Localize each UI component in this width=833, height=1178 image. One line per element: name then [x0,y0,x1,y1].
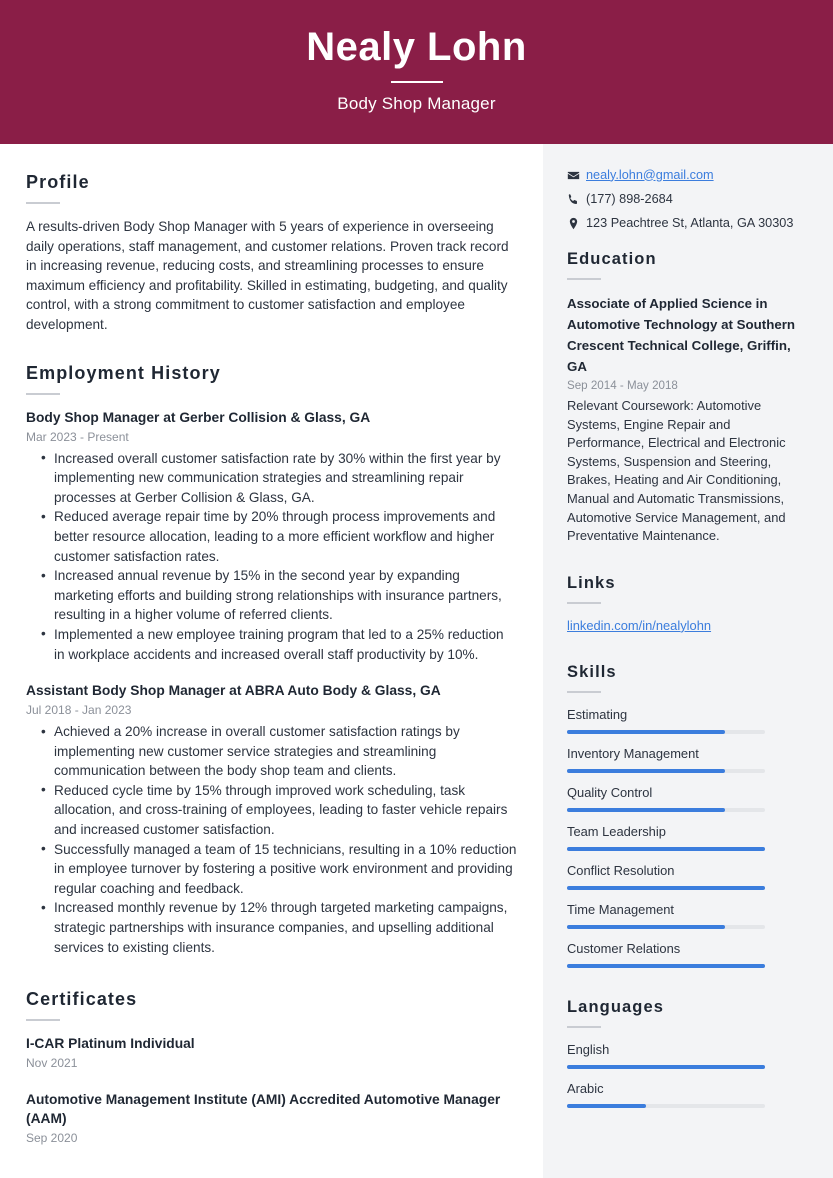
skill-bar-track [567,847,765,851]
spacer [26,1071,517,1090]
language-bar-track [567,1104,765,1108]
skills-heading-rule [567,691,601,693]
envelope-icon [567,169,586,182]
language-label: English [567,1041,610,1057]
skill-bar-track [567,886,765,890]
spacer [26,961,517,989]
certificate-entry [26,1034,517,1071]
skill-label: Conflict Resolution [567,862,675,878]
job-bullet: • Increased annual revenue by 15% in the second year by expanding marketing efforts and building strong relationships with insurance partners, resulting in a higher volume of referred clients. [26,566,517,625]
profile-heading-rule [26,202,60,204]
education-heading-rule [567,278,601,280]
job-date: Jul 2018 - Jan 2023 [26,703,132,718]
spacer [26,668,517,681]
skill-bar-fill [567,769,725,773]
section-languages [567,998,809,1108]
skill-label: Inventory Management [567,745,699,761]
language-item [567,1080,809,1108]
employment-heading: Employment History [26,362,221,383]
skill-item [567,823,809,851]
certificates-heading-rule [26,1019,60,1021]
section-education [567,250,809,546]
contact-details [567,166,809,232]
skill-bar-fill [567,886,765,890]
job-bullet-list [26,449,517,665]
job-title: Assistant Body Shop Manager at ABRA Auto Body & Glass, GA [26,683,441,699]
skill-bar-track [567,808,765,812]
education-degree: Associate of Applied Science in Automotive Technology at Southern Crescent Technical College, Griffin, GA [567,296,796,374]
sidebar-column [543,144,833,1178]
job-entry [26,408,517,665]
skill-bar-track [567,769,765,773]
job-date: Mar 2023 - Present [26,429,129,444]
skill-label: Team Leadership [567,823,666,839]
languages-heading-rule [567,1026,601,1028]
skill-item [567,862,809,890]
skill-bar-track [567,964,765,968]
job-bullet: • Implemented a new employee training program that led to a 25% reduction in workplace accidents and increased overall staff productivity by 10%. [26,625,517,664]
candidate-job-title: Body Shop Manager [337,94,496,113]
skill-bar-fill [567,964,765,968]
contact-email[interactable]: nealy.lohn@gmail.com [586,167,714,182]
employment-heading-rule [26,393,60,395]
certificate-date: Sep 2020 [26,1131,78,1146]
skill-item [567,784,809,812]
education-description: Relevant Coursework: Automotive Systems, Engine Repair and Performance, Electrical and Electronic Systems, Suspension and Steering, Brakes, Heating and Air Conditioning, Manual and Automatic Transmissions, Automotive Service Management, and Preventative Maintenance. [567,398,786,544]
section-skills [567,663,809,968]
spacer [567,979,809,998]
skills-heading: Skills [567,662,617,681]
header-divider [391,81,443,83]
skill-bar-fill [567,808,725,812]
skill-item [567,901,809,929]
main-column [0,144,543,1178]
job-bullet: • Reduced average repair time by 20% through process improvements and better resource allocation, leading to a more efficient workflow and higher customer satisfaction rates. [26,507,517,566]
language-item [567,1041,809,1069]
contact-address: 123 Peachtree St, Atlanta, GA 30303 [586,215,794,230]
skill-label: Quality Control [567,784,653,800]
resume-header [0,0,833,144]
education-heading: Education [567,250,657,268]
skill-label: Time Management [567,901,674,917]
language-label: Arabic [567,1080,604,1096]
skill-item [567,706,809,734]
profile-text: A results-driven Body Shop Manager with 5 years of experience in overseeing daily operations, staff management, and customer relations. Proven track record in increasing revenue, reducing costs, and streamlining processes to ensure maximum efficiency and profitability. Skilled in estimating, budgeting, and quality control, with a strong commitment to customer satisfaction and employee development. [26,219,509,332]
job-bullet: • Increased monthly revenue by 12% through targeted marketing campaigns, strategic partnerships with insurance companies, and upselling additional services to existing clients. [26,898,517,957]
job-bullet: • Achieved a 20% increase in overall customer satisfaction ratings by implementing new customer service strategies and streamlining communication between the body shop team and clients. [26,722,517,781]
section-links [567,574,809,635]
languages-heading: Languages [567,997,665,1016]
phone-icon [567,193,586,206]
skill-bar-track [567,925,765,929]
language-bar-track [567,1065,765,1069]
contact-phone: (177) 898-2684 [586,191,673,206]
skill-item [567,940,809,968]
resume-body [0,144,833,1178]
section-profile [26,172,517,335]
job-bullet: • Increased overall customer satisfaction rate by 30% within the first year by implementing new communication strategies and streamlining repair processes at Gerber Collision & Glass, GA. [26,449,517,508]
profile-heading: Profile [26,172,90,192]
skill-item [567,745,809,773]
job-entry [26,681,517,957]
language-bar-fill [567,1065,765,1069]
certificate-title: Automotive Management Institute (AMI) Accredited Automotive Manager (AAM) [26,1092,501,1127]
job-bullet-list [26,722,517,957]
links-heading: Links [567,573,616,592]
skill-bar-fill [567,925,725,929]
certificates-heading: Certificates [26,989,138,1010]
contact-row-address [567,214,809,232]
link-linkedin[interactable]: linkedin.com/in/nealylohn [567,617,712,633]
job-bullet: • Reduced cycle time by 15% through improved work scheduling, task allocation, and cross-training of employees, leading to faster vehicle repairs and increased customer satisfaction. [26,781,517,840]
spacer [567,635,809,663]
certificate-title: I-CAR Platinum Individual [26,1036,195,1052]
skill-bar-fill [567,847,765,851]
candidate-name: Nealy Lohn [306,25,527,69]
skill-label: Customer Relations [567,940,681,956]
spacer [567,546,809,574]
section-employment-history [26,363,517,958]
certificate-entry [26,1090,517,1146]
skill-bar-track [567,730,765,734]
certificate-date: Nov 2021 [26,1056,78,1071]
section-certificates [26,989,517,1146]
skill-label: Estimating [567,706,628,722]
contact-row-phone [567,190,809,208]
links-heading-rule [567,602,601,604]
education-date: Sep 2014 - May 2018 [567,379,678,392]
spacer [26,335,517,363]
job-bullet: • Successfully managed a team of 15 technicians, resulting in a 10% reduction in employee turnover by fostering a positive work environment and providing regular coaching and feedback. [26,840,517,899]
language-bar-fill [567,1104,646,1108]
contact-row-email[interactable] [567,166,809,184]
job-title: Body Shop Manager at Gerber Collision & Glass, GA [26,409,371,425]
skill-bar-fill [567,730,725,734]
location-pin-icon [567,217,586,230]
